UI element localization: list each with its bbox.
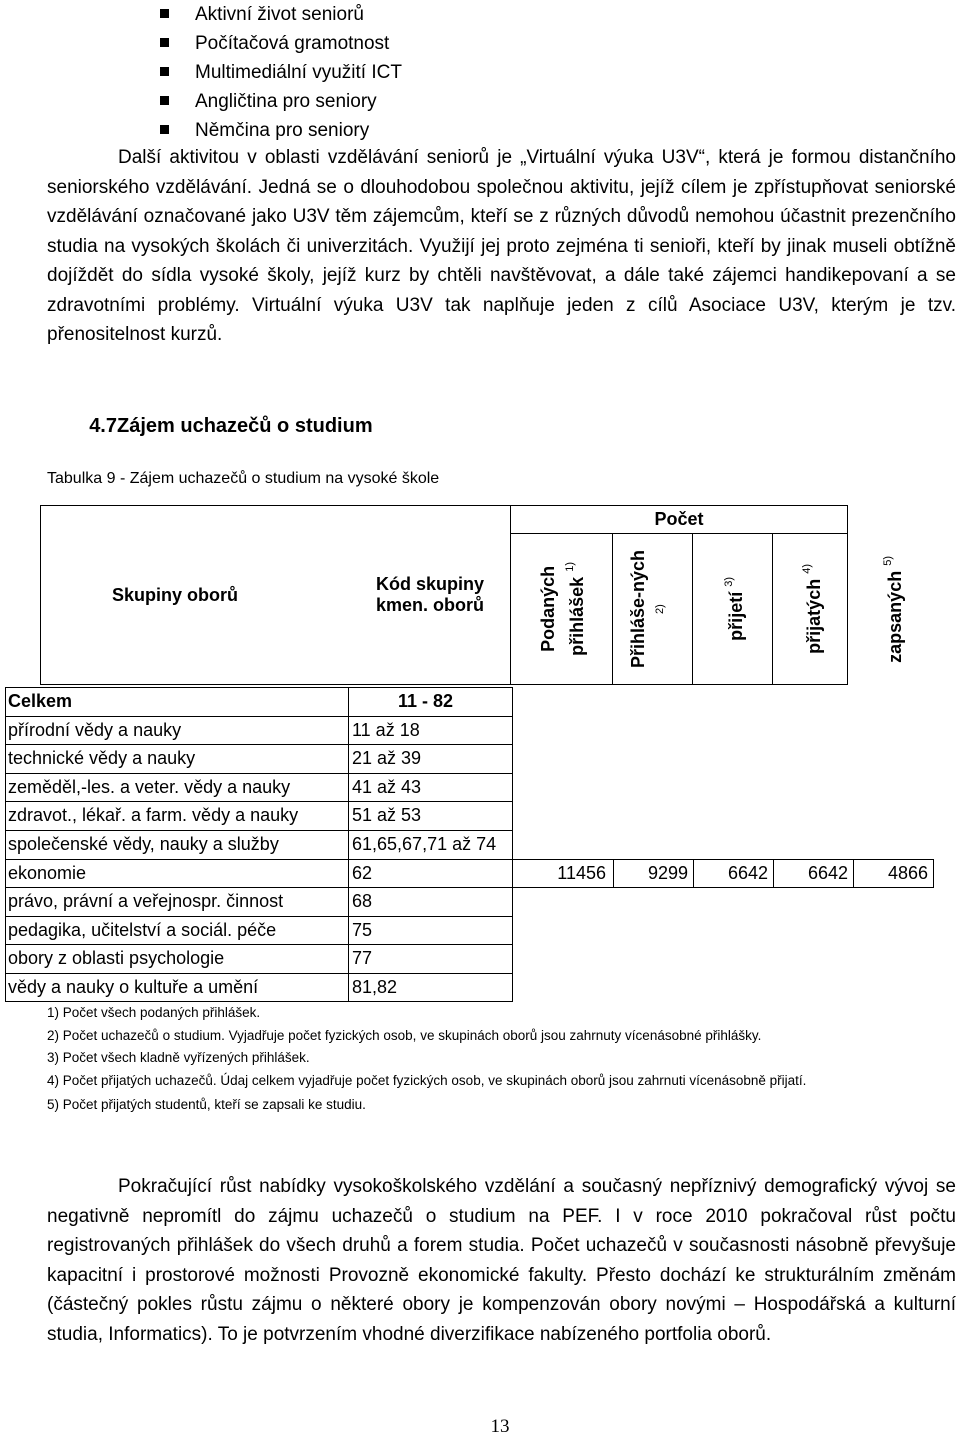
cell-value: 6642 [727,862,768,883]
cell-code: 11 - 82 [398,691,454,711]
bullet-text: Němčina pro seniory [195,120,370,141]
page-number: 13 [490,1416,510,1437]
cell-group: pedagika, učitelství a sociál. péče [8,919,277,940]
cell-group: Celkem [8,691,73,711]
bullet-text: Počítačová gramotnost [195,33,390,54]
cell-code: 62 [352,862,373,883]
section-number: 4.7 [89,415,117,437]
footnote: 4) Počet přijatých uchazečů. Údaj celkem vyjadřuje počet fyzických osob, ve skupinách oborů jsou zahrnuti vícenásobně přijatí. [47,1072,807,1088]
cell-value: 11456 [557,862,606,883]
header-prihlasenych: Přihláše-ných $^{2)}$ [628,549,666,669]
header-zapsanych: zapsaných $^{5)}$ [881,555,905,663]
table-footnotes [47,1002,927,1117]
cell-code: 68 [352,891,373,912]
section-heading [47,415,373,438]
bullet-square-icon [160,67,169,76]
cell-group: vědy a nauky o kultuře a umění [8,977,259,997]
cell-code: 51 až 53 [352,805,422,826]
cell-group: přírodní vědy a nauky [8,719,182,740]
header-podanych: Podaných přihlášek $^{1)}$ [537,562,587,656]
cell-group: zeměděl,-les. a veter. vědy a nauky [8,776,291,797]
cell-code: 41 až 43 [352,776,422,797]
table-row [5,744,935,772]
table-row [5,973,935,1001]
header-prijatych: přijatých $^{4)}$ [800,564,824,654]
header-pocet: Počet [654,508,704,529]
header-group: Skupiny oborů [112,584,238,605]
bullet-item [160,29,402,58]
cell-group: obory z oblasti psychologie [8,948,225,969]
header-prijeti: přijetí $^{3)}$ [723,577,746,641]
header-code [350,505,510,685]
cell-code: 21 až 39 [352,748,422,769]
paragraph-applicants: Pokračující růst nabídky vysokoškolského vzdělání a současný nepříznivý demografický vývoj se negativně nepromítl do zájmu uchazečů o studium na PEF. I v roce 2010 pokračoval růst počtu registrovaných přihlášek do všech druhů a forem studia. Počet uchazečů v současnosti násobně převyšuje kapacitní i prostorové možnosti Provozně ekonomické fakulty. Přesto dochází ke strukturálním změnám (částečný pokles růstu zájmu o některé obory je kompenzován obory novými – Hospodářská a kulturní studia, Informatics). To je potvrzením vhodné diverzifikace nabízeného portfolia oborů. [47,1176,956,1345]
cell-code: 77 [352,948,373,969]
cell-group: zdravot., lékař. a farm. vědy a nauky [8,805,299,826]
footnote: 3) Počet všech kladně vyřízených přihlášek. [47,1050,310,1065]
bullet-item [160,0,402,29]
cell-group: ekonomie [8,862,87,883]
cell-value: 4866 [887,862,928,883]
table-row [5,916,935,944]
bullet-square-icon [160,9,169,18]
bullet-item [160,116,402,145]
cell-group: právo, právní a veřejnospr. činnost [8,891,284,912]
table-row [5,944,935,972]
footnote: 1) Počet všech podaných přihlášek. [47,1005,261,1020]
bullet-text: Multimediální využití ICT [195,62,402,83]
table-row [5,716,935,744]
cell-code: 61,65,67,71 až 74 [352,834,497,854]
bullet-item [160,87,402,116]
cell-code: 75 [352,919,373,940]
bullet-text: Angličtina pro seniory [195,91,377,112]
cell-value: 9299 [647,862,688,883]
bullet-square-icon [160,125,169,134]
footnote: 5) Počet přijatých studentů, kteří se zapsali ke studiu. [47,1097,366,1112]
bullet-item [160,58,402,87]
section-title: Zájem uchazečů o studium [117,415,373,437]
table-caption: Tabulka 9 - Zájem uchazečů o studium na vysoké škole [47,470,440,487]
cell-code: 11 až 18 [352,719,420,740]
table-row [5,830,935,858]
table-row [5,859,935,887]
footnote: 2) Počet uchazečů o studium. Vyjadřuje počet fyzických osob, ve skupinách oborů jsou zahrnuty vícenásobné přihlášky. [47,1027,762,1043]
cell-group: společenské vědy, nauky a služby [8,834,279,854]
bullet-text: Aktivní život seniorů [195,4,364,25]
cell-code: 81,82 [352,977,398,997]
cell-value: 6642 [807,862,848,883]
bullet-square-icon [160,96,169,105]
header-code-line1: Kód skupiny [375,574,484,594]
cell-group: technické vědy a nauky [8,748,196,769]
table-row [5,887,935,915]
bullet-square-icon [160,38,169,47]
table-header [40,505,848,685]
table-row [5,773,935,801]
table-row [5,687,935,715]
paragraph-virtual-u3v: Další aktivitou v oblasti vzdělávání seniorů je „Virtuální výuka U3V“, která je formou distančního seniorského vzdělávání. Jedná se o dlouhodobou společnou aktivitu, jejíž cílem je zpřístupňovat seniorské vzdělávání označované jako U3V těm zájemcům, kteří se z různých důvodů nemohou účastnit prezenčního studia na vysokých školách či univerzitách. Využijí jej proto zejména ti senioři, kteří by jinak museli obtížně dojíždět do sídla vysoké školy, jejíž kurz by chtěli navštěvovat, a dále také zájemci handikepovaní a se zdravotními problémy. Virtuální výuka U3V tak naplňuje jeden z cílů Asociace U3V, kterým je tzv. přenositelnost kurzů. [47,147,956,345]
header-code-line2: kmen. oborů [375,595,484,615]
bullet-list [160,0,402,145]
table-row [5,801,935,829]
